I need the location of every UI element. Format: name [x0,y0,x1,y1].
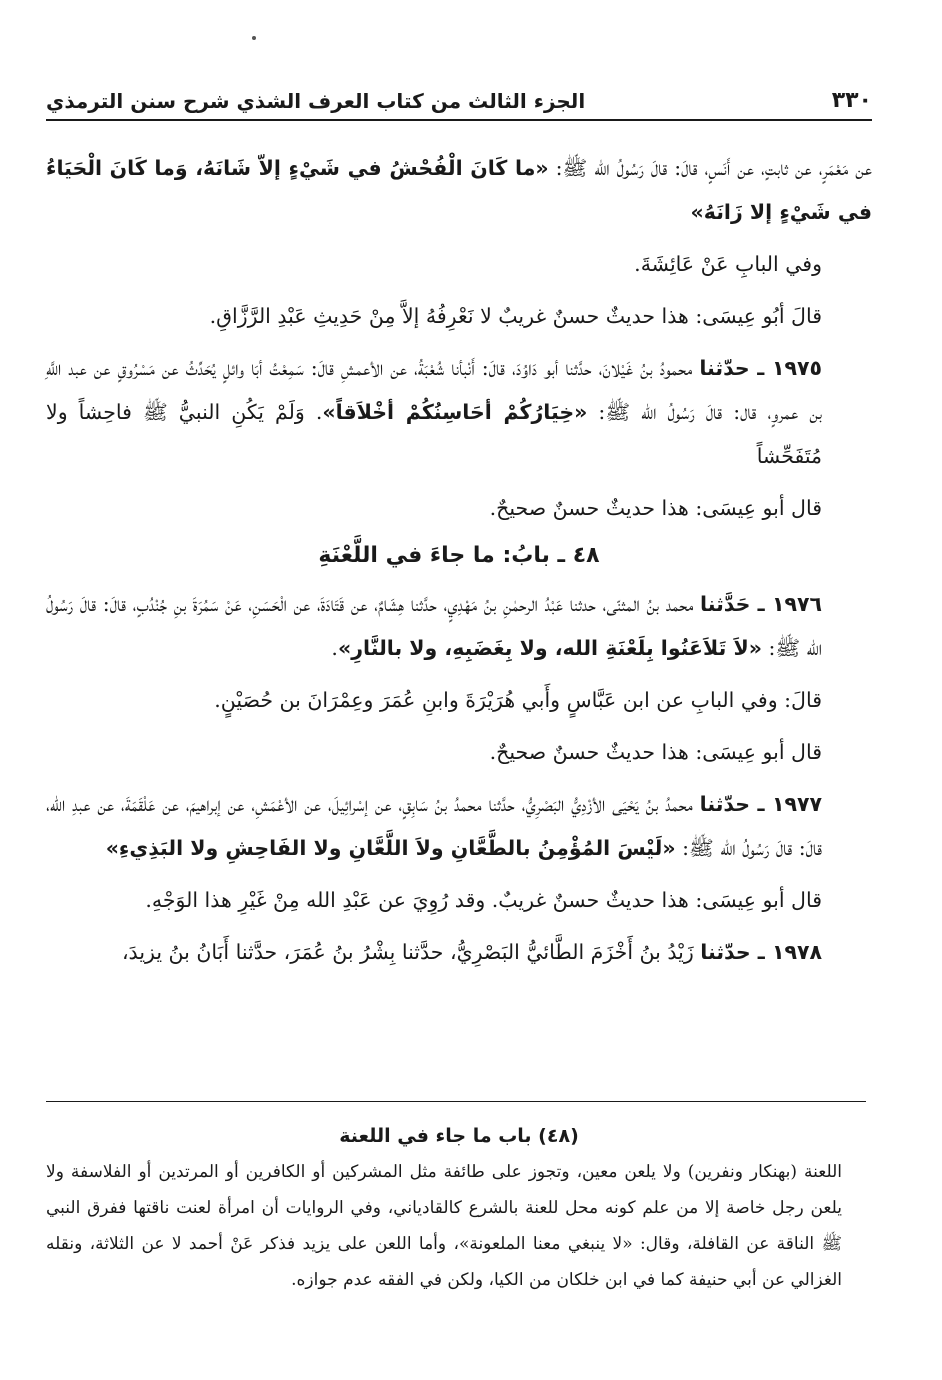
hadith-1976 [46,582,872,670]
hadith-chain: محمودُ بنُ غَيْلانَ، حدَّثنا أبو دَاوُدَ، قالَ: أَنْبأنا شُعْبَةُ، عن الأعمشِ قالَ: سَمِعْتُ أبَا وائلٍ يُحَدِّثُ عن مَسْرُوقٍ عن عبد اللَّهِ بن عمروٍ، قال: قالَ رَسُولُ الله ﷺ: [46,356,822,424]
hadith-chain: زَيْدُ بنُ أَخْزَمَ الطَّائيُّ البَصْرِيُّ، حدَّثنا بِشْرُ بنُ عُمَرَ، حدَّثنا أَبَانُ بنُ يزيدَ، [121,940,701,964]
hadith-tail: . وَلَمْ يَكُنِ النبيُّ ﷺ فاحِشاً ولا مُتَفَحِّشاً [46,400,822,468]
paragraph-hadith-continuation [46,146,872,234]
hadith-tail: . [331,636,338,660]
paragraph-chapter-note: وفي البابِ عَنْ عَائِشَةَ. [634,252,822,276]
hadith-number: ١٩٧٨ ـ حدّثنا [700,940,822,964]
paragraph-text: عن مَعْمَرٍ، عن ثابتٍ، عن أَنَسٍ، قالَ: قالَ رَسُولُ الله ﷺ: [548,156,872,180]
running-header [46,88,872,121]
prophetic-quote: «خِيَارُكُمْ أحَاسِنُكُمْ أخْلاَقاً» [322,400,588,424]
hadith-1978 [46,930,872,974]
paragraph-grading: قال أبو عِيسَى: هذا حديثٌ حسنٌ غريبٌ. وقد رُوِيَ عن عَبْدِ الله مِنْ غَيْرِ هذا الوَجْهِ. [145,888,822,912]
paragraph-grading: قال أبو عِيسَى: هذا حديثٌ حسنٌ صحيحٌ. [489,496,822,520]
paragraph-grading: قالَ أبُو عِيسَى: هذا حديثٌ حسنٌ غريبٌ لا نَعْرِفُهُ إلاَّ مِنْ حَدِيثِ عَبْدِ الرَّزَّاقِ. [209,304,822,328]
footnote-divider [46,1101,866,1102]
paragraph-chapter-note: قالَ: وفي البابِ عن ابن عَبَّاسٍ وأَبي هُرَيْرَةَ وابنِ عُمَرَ وعِمْرَانَ بن حُصَيْنٍ. [214,688,822,712]
hadith-chain: محمد بنُ المثنّى، حدثنا عَبْدُ الرحمٰنِ بنُ مَهْدِيٍ، حدَّثنا هِشَامٌ، عن قَتَادَةَ، عن الْحَسَنِ، عَنْ سَمُرَةَ بنِ جُنْدُبٍ، قالَ: قالَ رَسُولُ الله ﷺ: [46,592,822,660]
hadith-chain: محمدُ بنُ يَحْيَى الأزْدِيُّ البَصْرِيُّ، حدَّثنا محمدُ بنُ سَابِقٍ، عن إسْرائِيلَ، عن الأعْمَشِ، عن إبراهيمَ، عن عَلْقَمَةَ، عن عبدِ الله، قالَ: قالَ رَسُولُ الله ﷺ: [46,792,822,860]
hadith-number: ١٩٧٦ ـ حَدَّثنا [700,592,822,616]
book-title: الجزء الثالث من كتاب العرف الشذي شرح سنن الترمذي [46,89,586,113]
paragraph-grading: قال أبو عِيسَى: هذا حديثٌ حسنٌ صحيحٌ. [489,740,822,764]
prophetic-quote: «لَيْسَ المُؤْمِنُ بالطَّعَّانِ ولاَ اللَّعَّانِ ولا الفَاحِشِ ولا البَذِيءِ» [105,836,676,860]
chapter-heading: ٤٨ ـ بابُ: ما جاءَ في اللَّعْنَةِ [318,543,600,568]
hadith-number: ١٩٧٥ ـ حدّثنا [699,356,822,380]
commentary-title: (٤٨) باب ما جاء في اللعنة [339,1125,579,1147]
page [46,0,872,1380]
commentary-text: اللعنة (بهنكار ونفرين) ولا يلعن معين، وتجوز على طائفة مثل المشركين أو الكافرين أو المرتدين أو الفلاسفة ولا يلعن رجل خاصة إلا من علم كونه محل للعنة بالشرع كالقادياني، وفي الروايات أن امرأة لعنت ناقتها ففرق النبي ﷺ الناقة عن القافلة، وقال: «لا ينبغي معنا الملعونة»، وأما اللعن على يزيد فذكر عَنْ أحمد لا عن الثلاثة، ونقله الغزالي عن أبي حنيفة كما في ابن خلكان من الكيا، ولكن في الفقه عدم جوازه. [46,1162,842,1290]
main-text [46,146,872,974]
prophetic-quote: «لاَ تَلاَعَنُوا بِلَعْنَةِ الله، ولا بِغَضَبِهِ، ولا بالنَّارِ» [337,636,762,660]
hadith-1975 [46,346,872,478]
prophetic-quote: «ما كَانَ الْفُحْشُ في شَيْءٍ إلاّ شَانَهُ، وَما كَانَ الْحَيَاءُ في شَيْءٍ إلا زَانَهُ» [46,156,872,224]
page-number: ٣٣٠ [831,88,872,113]
hadith-1977 [46,782,872,870]
hadith-number: ١٩٧٧ ـ حدّثنا [699,792,822,816]
commentary-section [46,1118,872,1298]
